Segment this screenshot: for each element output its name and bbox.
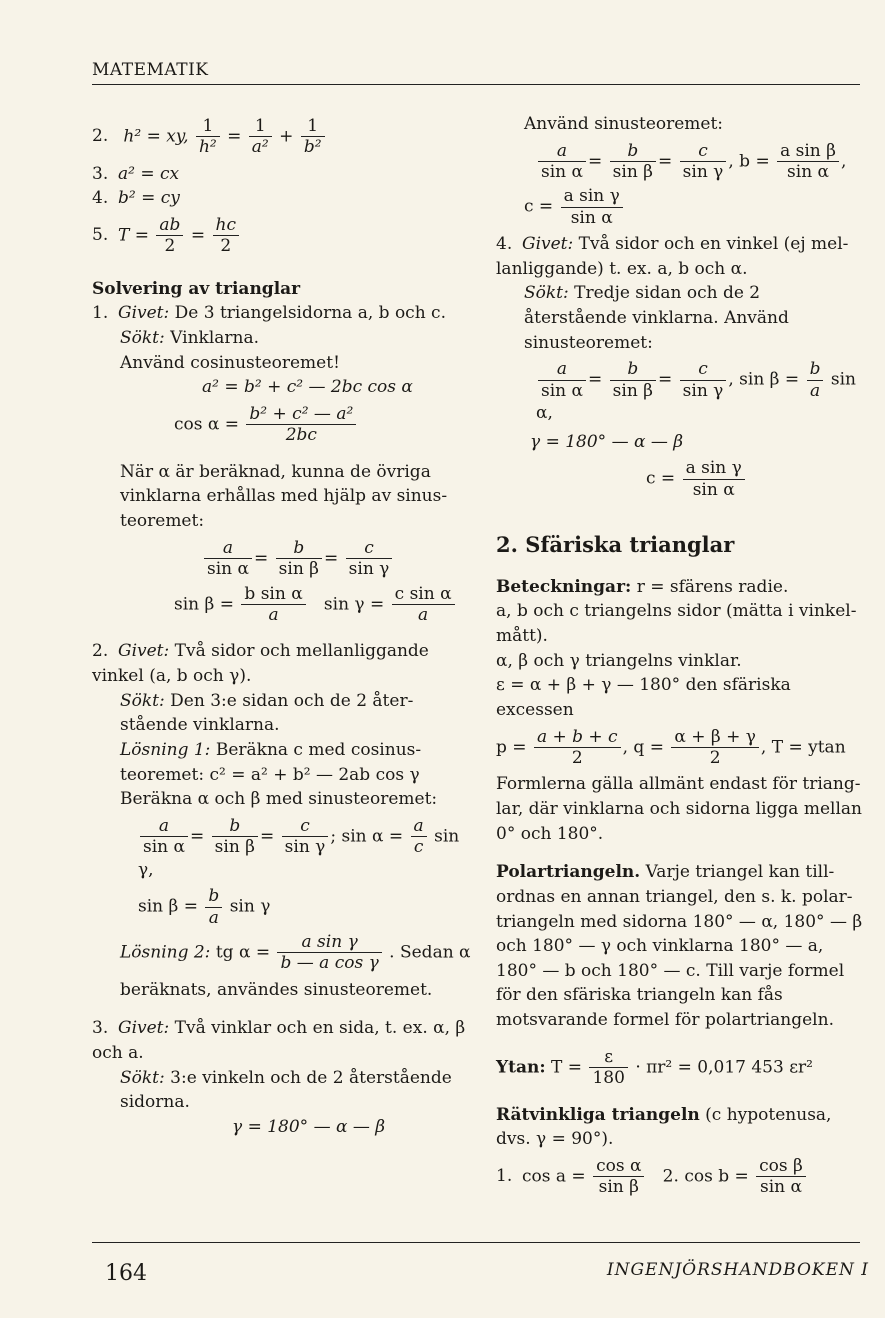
use-sines: Använd sinusteoremet:	[524, 114, 724, 134]
formula-5: 5. T = $\frac{ab}{2}$ = $\frac{hc}{2}$	[92, 215, 474, 257]
cos-alpha-formula: cos α = $\frac{\text{b² + c² — a²}}{2bc}$	[92, 404, 474, 446]
section-title-spherical: 2. Sfäriska trianglar	[496, 532, 735, 558]
notation-sides: a, b och c triangelns sidor (mätta i vinkel- mått).	[496, 601, 857, 646]
case-4-given: 4. Givet: Två sidor och en vinkel (ej mel- lanliggande) t. ex. a, b och α.	[496, 234, 849, 279]
formula-4: 4. b² = cy	[92, 188, 180, 209]
law-of-cosines: a² = b² + c² — 2bc cos α	[202, 377, 413, 398]
case-1-use: Använd cosinusteoremet!	[120, 352, 340, 373]
case-1-given: 1. Givet: De 3 triangelsidorna a, b och c.	[92, 303, 446, 324]
formula-3: 3. a² = cx	[92, 163, 180, 184]
header-rule	[92, 84, 860, 85]
case-1-text: När α är beräknad, kunna de övriga vinklarna erhållas med hjälp av sinus- teoremet:	[120, 461, 448, 532]
case-4-sought: Sökt: Tredje sidan och de 2 återstående vinklarna. Använd sinusteoremet:	[524, 283, 789, 353]
footer-rule	[92, 1242, 860, 1243]
pqT-formulas: p = $\frac{a + b + c}{2}$ , q = $\frac{\alpha + \beta + \gamma}{2}$ , T = ytan	[496, 726, 846, 768]
notation: Beteckningar: r = sfärens radie.	[496, 576, 789, 597]
case-2-sinb: sin β = $\frac{b}{a}$ sin γ	[138, 886, 271, 928]
case-3-given: 3. Givet: Två vinklar och en sida, t. ex. α, β och a.	[92, 1018, 466, 1064]
left-column	[92, 112, 474, 1140]
right-triangle-formulas: 1. cos a = $\frac{\text{cos α}}{\text{sin β}}$ 2. cos b = $\frac{\text{cos β}}{\text{sin α}}$	[496, 1156, 868, 1198]
sin-beta-gamma: sin β = $\frac{\text{b sin α}}{a}$ sin γ = $\frac{\text{c sin α}}{a}$	[92, 584, 474, 626]
right-column	[496, 112, 868, 1202]
polar-triangle-text: Polartriangeln. Varje triangel kan till- ordnas en annan triangel, den s. k. polar- triangeln med sidorna 180° — α, 180° — β och 180° — γ och vinklarna 180° — a, 180° — b och 180° — c. Till varje formel för den sfäriska triangeln kan fås motsvarande formel för polartriangeln.	[496, 862, 863, 1031]
case-2-end: beräknats, användes sinusteoremet.	[120, 979, 433, 1000]
case-3-sought: Sökt: 3:e vinkeln och de 2 återstående sidorna.	[120, 1067, 452, 1113]
case-4-sines: $\frac{a}{\text{sin α}}$ = $\frac{b}{\text{sin β}}$ = $\frac{c}{\text{sin γ}}$ , sin β = $\frac{b}{a}$ sin α,	[536, 359, 856, 424]
case-1-sought: Sökt: Vinklarna.	[120, 328, 260, 349]
right-sines: $\frac{a}{\text{sin α}}$ = $\frac{b}{\text{sin β}}$ = $\frac{c}{\text{sin γ}}$ , b = $\frac{\text{a sin β}}{\text{sin α}}$ ,	[496, 141, 868, 183]
case-2-solution-1: Lösning 1: Beräkna c med cosinus- teoremet: c² = a² + b² — 2ab cos γ	[120, 739, 422, 785]
section-title-solvering: Solvering av trianglar	[92, 278, 301, 299]
area-formula: Ytan: T = $\frac{\varepsilon}{180}$ · πr² = 0,017 453 εr²	[496, 1046, 813, 1089]
case-2-calc: Beräkna α och β med sinusteoremet:	[120, 789, 438, 810]
case-3-eq: γ = 180° — α — β	[232, 1116, 386, 1137]
law-of-sines: $\frac{a}{\text{sin α}}$ = $\frac{b}{\text{sin β}}$ = $\frac{c}{\text{sin γ}}$	[92, 538, 474, 580]
page-number: 164	[105, 1261, 147, 1286]
page-header: MATEMATIK	[92, 60, 209, 80]
right-triangle-title: Rätvinkliga triangeln (c hypotenusa, dvs. γ = 90°).	[496, 1104, 832, 1150]
validity-text: Formlerna gälla allmänt endast för triang- lar, där vinklarna och sidorna ligga mellan 0° och 180°.	[496, 774, 862, 844]
case-2-given: 2. Givet: Två sidor och mellanliggande vinkel (a, b och γ).	[92, 641, 429, 686]
case-4-gamma: γ = 180° — α — β	[530, 431, 684, 452]
notation-angles: α, β och γ triangelns vinklar.	[496, 650, 742, 671]
case-2-solution-2: Lösning 2: tg α = $\frac{\text{a sin γ}}{\text{b — a cos γ}}$ . Sedan α	[120, 932, 471, 974]
case-2-sought: Sökt: Den 3:e sidan och de 2 åter- stående vinklarna.	[120, 690, 414, 736]
case-4-c: c = $\frac{\text{a sin γ}}{\text{sin α}}$	[496, 458, 868, 500]
c-formula: c = $\frac{\text{a sin γ}}{\text{sin α}}$	[496, 186, 868, 228]
formula-2: 2. h² = xy, $\frac{1}{\text{h²}}$ = $\frac{1}{\text{a²}}$ + $\frac{1}{\text{b²}}$	[92, 116, 474, 158]
book-title: INGENJÖRSHANDBOKEN I	[606, 1260, 869, 1280]
case-2-sines: $\frac{a}{\text{sin α}}$ = $\frac{b}{\text{sin β}}$ = $\frac{c}{\text{sin γ}}$ ; sin α = $\frac{a}{c}$ sin γ,	[138, 815, 460, 880]
notation-excess: ε = α + β + γ — 180° den sfäriska excessen	[496, 675, 791, 720]
